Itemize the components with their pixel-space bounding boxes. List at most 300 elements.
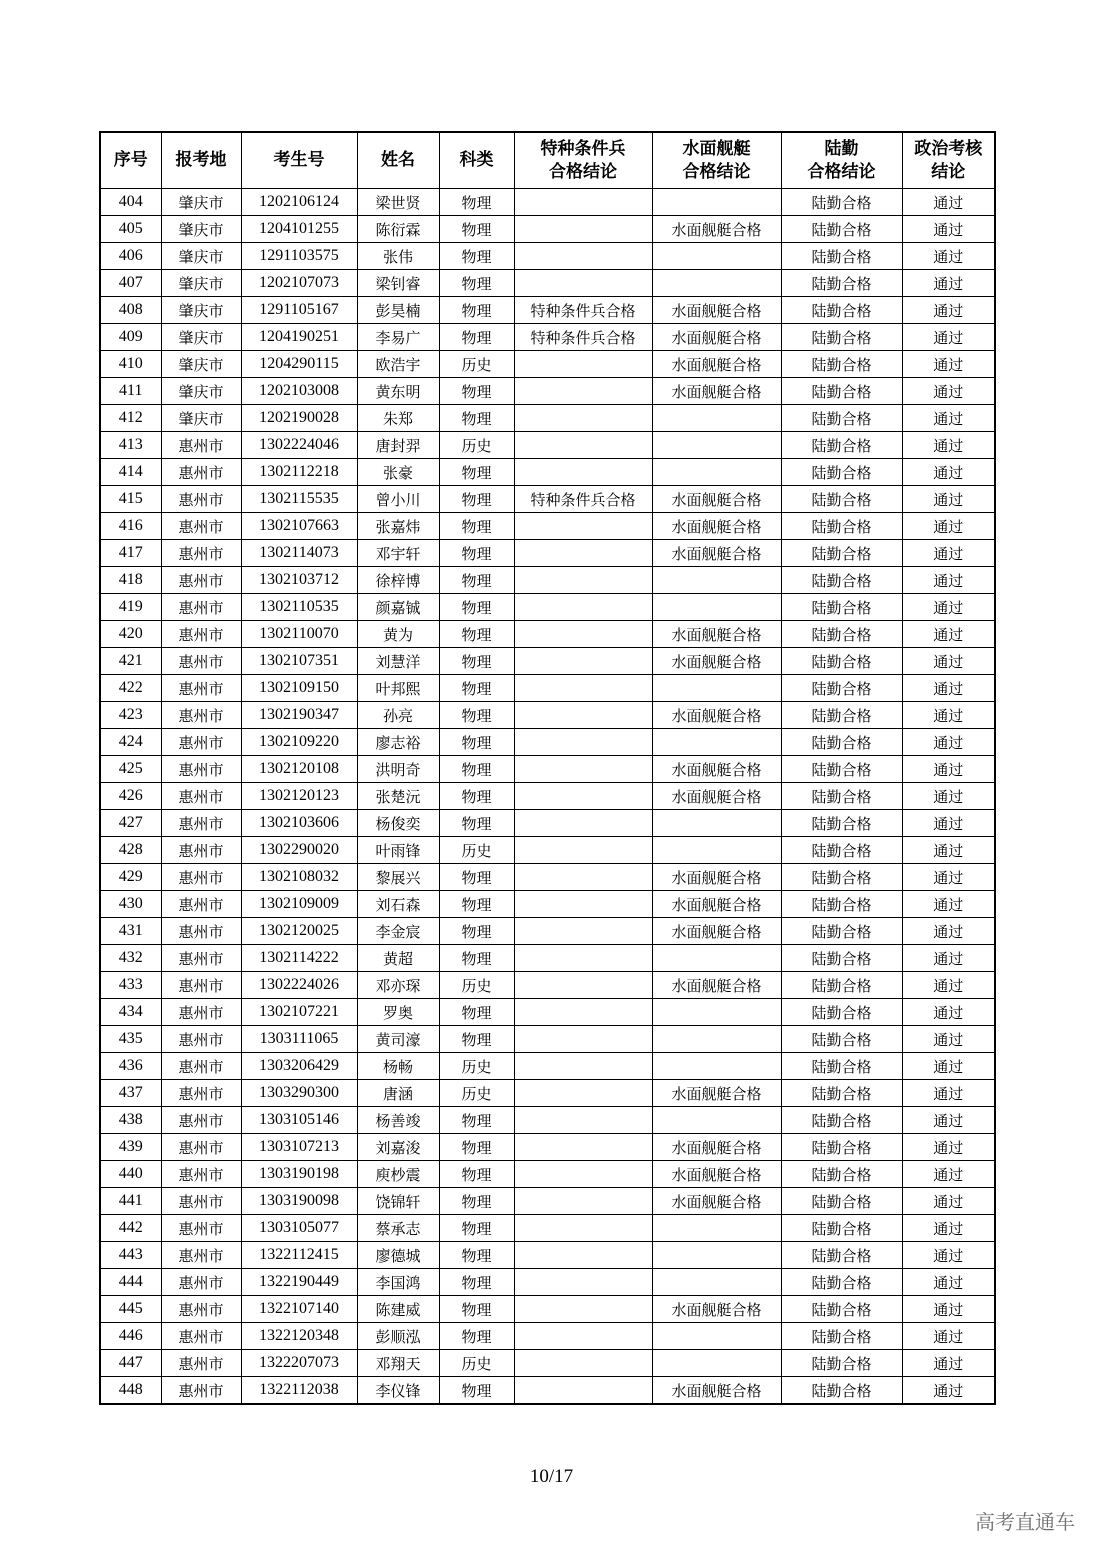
cell-surface-ship: [652, 1026, 781, 1053]
cell-location: 惠州市: [161, 432, 241, 459]
cell-seq: 413: [100, 432, 161, 459]
cell-surface-ship: [652, 243, 781, 270]
cell-name: 蔡承志: [357, 1215, 439, 1242]
cell-exam-id: 1303190198: [241, 1161, 357, 1188]
cell-name: 张豪: [357, 459, 439, 486]
table-row: [100, 513, 995, 540]
col-header-special-troops: 特种条件兵 合格结论: [514, 132, 652, 189]
cell-political-review: 通过: [902, 1026, 995, 1053]
cell-seq: 421: [100, 648, 161, 675]
cell-seq: 448: [100, 1377, 161, 1405]
cell-ground-service: 陆勤合格: [781, 1161, 902, 1188]
cell-location: 惠州市: [161, 1350, 241, 1377]
cell-political-review: 通过: [902, 729, 995, 756]
cell-exam-id: 1322107140: [241, 1296, 357, 1323]
cell-location: 惠州市: [161, 675, 241, 702]
col-header-ground-service: 陆勤 合格结论: [781, 132, 902, 189]
cell-political-review: 通过: [902, 459, 995, 486]
cell-political-review: 通过: [902, 432, 995, 459]
cell-seq: 447: [100, 1350, 161, 1377]
col-header-surface-ship: 水面舰艇 合格结论: [652, 132, 781, 189]
cell-location: 惠州市: [161, 891, 241, 918]
cell-political-review: 通过: [902, 594, 995, 621]
cell-location: 惠州市: [161, 594, 241, 621]
cell-name: 廖德城: [357, 1242, 439, 1269]
cell-location: 惠州市: [161, 702, 241, 729]
cell-exam-id: 1291105167: [241, 297, 357, 324]
cell-political-review: 通过: [902, 324, 995, 351]
cell-location: 惠州市: [161, 864, 241, 891]
cell-subject: 物理: [439, 540, 514, 567]
cell-surface-ship: [652, 432, 781, 459]
page-number: 10/17: [529, 1466, 574, 1487]
cell-ground-service: 陆勤合格: [781, 675, 902, 702]
cell-ground-service: 陆勤合格: [781, 243, 902, 270]
cell-exam-id: 1322190449: [241, 1269, 357, 1296]
cell-surface-ship: 水面舰艇合格: [652, 756, 781, 783]
cell-political-review: 通过: [902, 864, 995, 891]
cell-name: 张楚沅: [357, 783, 439, 810]
cell-seq: 433: [100, 972, 161, 999]
cell-ground-service: 陆勤合格: [781, 216, 902, 243]
cell-location: 惠州市: [161, 621, 241, 648]
table-row: [100, 621, 995, 648]
cell-name: 颜嘉铖: [357, 594, 439, 621]
cell-exam-id: 1303206429: [241, 1053, 357, 1080]
cell-location: 惠州市: [161, 783, 241, 810]
cell-location: 惠州市: [161, 567, 241, 594]
cell-subject: 物理: [439, 513, 514, 540]
cell-location: 惠州市: [161, 1269, 241, 1296]
cell-name: 欧浩宇: [357, 351, 439, 378]
cell-ground-service: 陆勤合格: [781, 324, 902, 351]
cell-political-review: 通过: [902, 351, 995, 378]
cell-surface-ship: [652, 459, 781, 486]
cell-ground-service: 陆勤合格: [781, 378, 902, 405]
cell-location: 肇庆市: [161, 189, 241, 216]
table-row: [100, 1107, 995, 1134]
cell-location: 惠州市: [161, 837, 241, 864]
cell-subject: 物理: [439, 891, 514, 918]
cell-subject: 物理: [439, 324, 514, 351]
cell-location: 惠州市: [161, 810, 241, 837]
cell-ground-service: 陆勤合格: [781, 810, 902, 837]
cell-special-troops: [514, 405, 652, 432]
cell-political-review: 通过: [902, 891, 995, 918]
cell-special-troops: [514, 1296, 652, 1323]
cell-special-troops: [514, 702, 652, 729]
cell-exam-id: 1302290020: [241, 837, 357, 864]
table-row: [100, 459, 995, 486]
cell-seq: 417: [100, 540, 161, 567]
cell-seq: 411: [100, 378, 161, 405]
cell-special-troops: [514, 729, 652, 756]
cell-surface-ship: 水面舰艇合格: [652, 1080, 781, 1107]
cell-surface-ship: 水面舰艇合格: [652, 540, 781, 567]
cell-exam-id: 1303290300: [241, 1080, 357, 1107]
cell-subject: 物理: [439, 783, 514, 810]
cell-name: 黄东明: [357, 378, 439, 405]
table-row: [100, 405, 995, 432]
cell-name: 黎展兴: [357, 864, 439, 891]
cell-subject: 物理: [439, 567, 514, 594]
cell-special-troops: [514, 621, 652, 648]
cell-exam-id: 1302103712: [241, 567, 357, 594]
cell-political-review: 通过: [902, 648, 995, 675]
cell-subject: 物理: [439, 1161, 514, 1188]
cell-location: 肇庆市: [161, 270, 241, 297]
cell-exam-id: 1204290115: [241, 351, 357, 378]
cell-seq: 442: [100, 1215, 161, 1242]
cell-ground-service: 陆勤合格: [781, 702, 902, 729]
cell-political-review: 通过: [902, 675, 995, 702]
cell-special-troops: [514, 810, 652, 837]
cell-exam-id: 1202190028: [241, 405, 357, 432]
cell-surface-ship: 水面舰艇合格: [652, 1161, 781, 1188]
table-row: [100, 918, 995, 945]
table-row: [100, 999, 995, 1026]
cell-subject: 物理: [439, 594, 514, 621]
cell-subject: 物理: [439, 486, 514, 513]
table-row: [100, 567, 995, 594]
cell-special-troops: [514, 1188, 652, 1215]
cell-subject: 物理: [439, 1269, 514, 1296]
cell-ground-service: 陆勤合格: [781, 729, 902, 756]
cell-surface-ship: 水面舰艇合格: [652, 972, 781, 999]
cell-name: 李国鸿: [357, 1269, 439, 1296]
cell-seq: 407: [100, 270, 161, 297]
cell-seq: 439: [100, 1134, 161, 1161]
cell-name: 曾小川: [357, 486, 439, 513]
cell-exam-id: 1302103606: [241, 810, 357, 837]
cell-subject: 物理: [439, 1215, 514, 1242]
cell-ground-service: 陆勤合格: [781, 486, 902, 513]
cell-ground-service: 陆勤合格: [781, 999, 902, 1026]
cell-name: 李金宸: [357, 918, 439, 945]
cell-surface-ship: [652, 729, 781, 756]
cell-political-review: 通过: [902, 378, 995, 405]
cell-seq: 443: [100, 1242, 161, 1269]
cell-location: 惠州市: [161, 459, 241, 486]
cell-subject: 物理: [439, 459, 514, 486]
cell-exam-id: 1303107213: [241, 1134, 357, 1161]
cell-special-troops: 特种条件兵合格: [514, 324, 652, 351]
cell-name: 彭顺泓: [357, 1323, 439, 1350]
cell-subject: 历史: [439, 837, 514, 864]
cell-seq: 425: [100, 756, 161, 783]
cell-name: 杨俊奕: [357, 810, 439, 837]
cell-ground-service: 陆勤合格: [781, 621, 902, 648]
cell-location: 惠州市: [161, 1161, 241, 1188]
table-row: [100, 1161, 995, 1188]
table-row: [100, 351, 995, 378]
cell-location: 惠州市: [161, 1242, 241, 1269]
cell-political-review: 通过: [902, 513, 995, 540]
cell-political-review: 通过: [902, 1107, 995, 1134]
cell-surface-ship: [652, 1053, 781, 1080]
cell-ground-service: 陆勤合格: [781, 1215, 902, 1242]
cell-subject: 历史: [439, 1350, 514, 1377]
cell-seq: 410: [100, 351, 161, 378]
cell-seq: 408: [100, 297, 161, 324]
cell-special-troops: [514, 459, 652, 486]
cell-surface-ship: [652, 1269, 781, 1296]
cell-special-troops: [514, 891, 652, 918]
cell-special-troops: [514, 243, 652, 270]
cell-surface-ship: [652, 837, 781, 864]
cell-exam-id: 1302120123: [241, 783, 357, 810]
cell-subject: 物理: [439, 675, 514, 702]
cell-surface-ship: 水面舰艇合格: [652, 486, 781, 513]
cell-surface-ship: 水面舰艇合格: [652, 351, 781, 378]
cell-surface-ship: 水面舰艇合格: [652, 1377, 781, 1405]
cell-special-troops: [514, 270, 652, 297]
cell-exam-id: 1303105146: [241, 1107, 357, 1134]
cell-subject: 物理: [439, 270, 514, 297]
cell-name: 杨畅: [357, 1053, 439, 1080]
cell-seq: 409: [100, 324, 161, 351]
cell-ground-service: 陆勤合格: [781, 837, 902, 864]
cell-ground-service: 陆勤合格: [781, 1107, 902, 1134]
table-row: [100, 675, 995, 702]
cell-subject: 物理: [439, 810, 514, 837]
cell-name: 张伟: [357, 243, 439, 270]
cell-ground-service: 陆勤合格: [781, 945, 902, 972]
cell-special-troops: [514, 756, 652, 783]
table-row: [100, 1296, 995, 1323]
col-header-location: 报考地: [161, 132, 241, 189]
table-row: [100, 972, 995, 999]
table-header: [100, 132, 995, 189]
cell-special-troops: [514, 837, 652, 864]
cell-name: 刘石森: [357, 891, 439, 918]
cell-ground-service: 陆勤合格: [781, 432, 902, 459]
cell-special-troops: [514, 594, 652, 621]
cell-political-review: 通过: [902, 189, 995, 216]
cell-exam-id: 1202103008: [241, 378, 357, 405]
cell-surface-ship: [652, 1242, 781, 1269]
col-header-subject: 科类: [439, 132, 514, 189]
cell-ground-service: 陆勤合格: [781, 513, 902, 540]
cell-special-troops: [514, 1269, 652, 1296]
table-row: [100, 216, 995, 243]
table-row: [100, 1377, 995, 1405]
cell-ground-service: 陆勤合格: [781, 405, 902, 432]
cell-special-troops: [514, 1323, 652, 1350]
cell-subject: 物理: [439, 729, 514, 756]
cell-surface-ship: [652, 1323, 781, 1350]
cell-special-troops: [514, 918, 652, 945]
cell-ground-service: 陆勤合格: [781, 1026, 902, 1053]
cell-exam-id: 1302120025: [241, 918, 357, 945]
cell-name: 朱郑: [357, 405, 439, 432]
cell-ground-service: 陆勤合格: [781, 270, 902, 297]
cell-ground-service: 陆勤合格: [781, 540, 902, 567]
cell-special-troops: [514, 999, 652, 1026]
cell-seq: 437: [100, 1080, 161, 1107]
cell-location: 肇庆市: [161, 351, 241, 378]
cell-exam-id: 1322207073: [241, 1350, 357, 1377]
cell-subject: 物理: [439, 999, 514, 1026]
cell-location: 惠州市: [161, 756, 241, 783]
cell-location: 惠州市: [161, 972, 241, 999]
cell-political-review: 通过: [902, 837, 995, 864]
cell-surface-ship: [652, 189, 781, 216]
table-row: [100, 756, 995, 783]
cell-exam-id: 1302110535: [241, 594, 357, 621]
cell-name: 唐封羿: [357, 432, 439, 459]
cell-surface-ship: [652, 810, 781, 837]
cell-surface-ship: 水面舰艇合格: [652, 648, 781, 675]
cell-ground-service: 陆勤合格: [781, 1188, 902, 1215]
cell-surface-ship: 水面舰艇合格: [652, 702, 781, 729]
cell-seq: 415: [100, 486, 161, 513]
cell-exam-id: 1302114222: [241, 945, 357, 972]
table-row: [100, 1026, 995, 1053]
cell-surface-ship: 水面舰艇合格: [652, 1134, 781, 1161]
cell-surface-ship: 水面舰艇合格: [652, 513, 781, 540]
cell-surface-ship: [652, 567, 781, 594]
cell-name: 李易广: [357, 324, 439, 351]
cell-exam-id: 1302110070: [241, 621, 357, 648]
cell-ground-service: 陆勤合格: [781, 1080, 902, 1107]
cell-special-troops: [514, 675, 652, 702]
cell-special-troops: [514, 1080, 652, 1107]
cell-exam-id: 1302108032: [241, 864, 357, 891]
cell-name: 陈建威: [357, 1296, 439, 1323]
cell-location: 肇庆市: [161, 324, 241, 351]
table-row: [100, 891, 995, 918]
cell-name: 罗奥: [357, 999, 439, 1026]
cell-exam-id: 1302107351: [241, 648, 357, 675]
cell-surface-ship: [652, 1215, 781, 1242]
cell-subject: 物理: [439, 648, 514, 675]
cell-surface-ship: [652, 270, 781, 297]
cell-special-troops: [514, 864, 652, 891]
cell-subject: 物理: [439, 1296, 514, 1323]
table-row: [100, 540, 995, 567]
cell-special-troops: [514, 1242, 652, 1269]
cell-surface-ship: 水面舰艇合格: [652, 783, 781, 810]
table-body: [100, 189, 995, 1405]
cell-political-review: 通过: [902, 999, 995, 1026]
cell-special-troops: [514, 1107, 652, 1134]
cell-location: 惠州市: [161, 1215, 241, 1242]
cell-subject: 物理: [439, 378, 514, 405]
cell-ground-service: 陆勤合格: [781, 972, 902, 999]
cell-special-troops: [514, 540, 652, 567]
cell-surface-ship: 水面舰艇合格: [652, 1188, 781, 1215]
cell-special-troops: [514, 1215, 652, 1242]
cell-location: 惠州市: [161, 513, 241, 540]
cell-name: 庾杪震: [357, 1161, 439, 1188]
cell-subject: 物理: [439, 189, 514, 216]
cell-surface-ship: [652, 1350, 781, 1377]
table-row: [100, 1215, 995, 1242]
table-row: [100, 1242, 995, 1269]
table-row: [100, 729, 995, 756]
cell-location: 惠州市: [161, 945, 241, 972]
cell-subject: 物理: [439, 621, 514, 648]
cell-seq: 406: [100, 243, 161, 270]
cell-exam-id: 1302114073: [241, 540, 357, 567]
cell-ground-service: 陆勤合格: [781, 1134, 902, 1161]
cell-subject: 历史: [439, 1053, 514, 1080]
cell-subject: 物理: [439, 702, 514, 729]
cell-political-review: 通过: [902, 1269, 995, 1296]
cell-special-troops: [514, 1053, 652, 1080]
cell-name: 邓宇轩: [357, 540, 439, 567]
cell-ground-service: 陆勤合格: [781, 1269, 902, 1296]
cell-special-troops: [514, 945, 652, 972]
cell-subject: 物理: [439, 918, 514, 945]
cell-name: 徐梓博: [357, 567, 439, 594]
cell-political-review: 通过: [902, 567, 995, 594]
cell-political-review: 通过: [902, 486, 995, 513]
cell-special-troops: [514, 351, 652, 378]
table-row: [100, 189, 995, 216]
cell-location: 惠州市: [161, 1107, 241, 1134]
cell-seq: 414: [100, 459, 161, 486]
cell-seq: 428: [100, 837, 161, 864]
cell-subject: 物理: [439, 1242, 514, 1269]
cell-seq: 416: [100, 513, 161, 540]
cell-political-review: 通过: [902, 1215, 995, 1242]
cell-ground-service: 陆勤合格: [781, 648, 902, 675]
cell-political-review: 通过: [902, 216, 995, 243]
cell-surface-ship: 水面舰艇合格: [652, 891, 781, 918]
cell-ground-service: 陆勤合格: [781, 918, 902, 945]
cell-location: 惠州市: [161, 1296, 241, 1323]
cell-special-troops: [514, 567, 652, 594]
cell-ground-service: 陆勤合格: [781, 297, 902, 324]
cell-name: 梁世贤: [357, 189, 439, 216]
cell-name: 邓翔天: [357, 1350, 439, 1377]
cell-political-review: 通过: [902, 783, 995, 810]
cell-political-review: 通过: [902, 621, 995, 648]
cell-location: 惠州市: [161, 1134, 241, 1161]
cell-subject: 历史: [439, 351, 514, 378]
cell-ground-service: 陆勤合格: [781, 864, 902, 891]
cell-surface-ship: 水面舰艇合格: [652, 378, 781, 405]
cell-name: 李仪锋: [357, 1377, 439, 1405]
cell-subject: 物理: [439, 1026, 514, 1053]
cell-location: 惠州市: [161, 540, 241, 567]
cell-political-review: 通过: [902, 1242, 995, 1269]
cell-surface-ship: 水面舰艇合格: [652, 324, 781, 351]
cell-ground-service: 陆勤合格: [781, 594, 902, 621]
cell-name: 刘嘉浚: [357, 1134, 439, 1161]
table-row: [100, 1134, 995, 1161]
watermark: 高考直通车: [975, 1510, 1075, 1534]
cell-exam-id: 1204190251: [241, 324, 357, 351]
cell-political-review: 通过: [902, 1296, 995, 1323]
cell-location: 惠州市: [161, 1080, 241, 1107]
cell-special-troops: [514, 972, 652, 999]
table-row: [100, 378, 995, 405]
cell-political-review: 通过: [902, 1161, 995, 1188]
cell-exam-id: 1204101255: [241, 216, 357, 243]
cell-name: 黄超: [357, 945, 439, 972]
cell-seq: 445: [100, 1296, 161, 1323]
cell-political-review: 通过: [902, 810, 995, 837]
cell-special-troops: [514, 1377, 652, 1405]
cell-seq: 419: [100, 594, 161, 621]
table-row: [100, 810, 995, 837]
cell-special-troops: [514, 189, 652, 216]
cell-name: 邓亦琛: [357, 972, 439, 999]
cell-exam-id: 1303190098: [241, 1188, 357, 1215]
